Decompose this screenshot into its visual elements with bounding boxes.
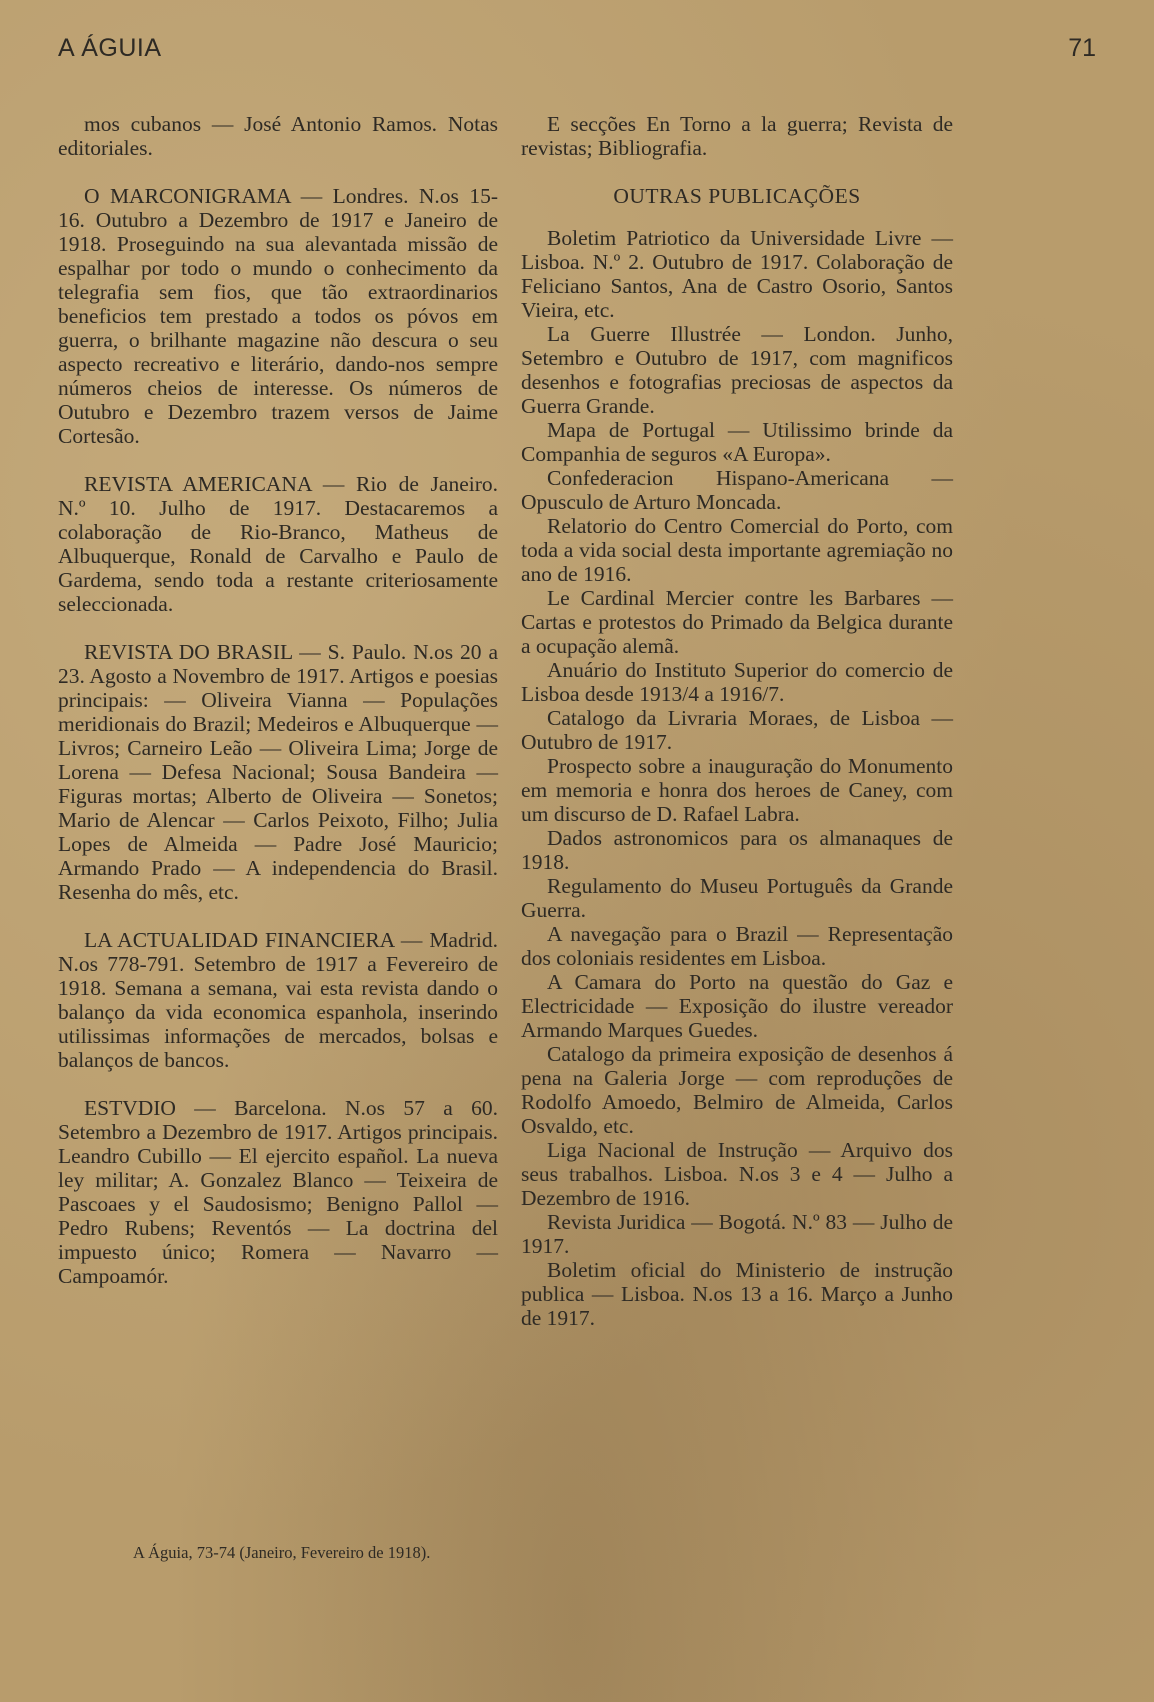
list-item: ESTVDIO — Barcelona. N.os 57 a 60. Setembro a Dezembro de 1917. Artigos principais. Leandro Cubillo — El ejercito español. La nueva ley militar; A. Gonzalez Blanco — Teixeira de Pascoaes y el Saudosismo; Benigno Pallol — Pedro Rubens; Reventós — La doctrina del impuesto único; Romera — Navarro — Campoamór. (58, 1096, 498, 1288)
list-item: mos cubanos — José Antonio Ramos. Notas editoriales. (58, 112, 498, 160)
list-item: Regulamento do Museu Português da Grande Guerra. (521, 874, 953, 922)
journal-title: A ÁGUIA (58, 34, 162, 62)
footer-caption: A Águia, 73-74 (Janeiro, Fevereiro de 1918). (133, 1543, 431, 1562)
list-item: LA ACTUALIDAD FINANCIERA — Madrid. N.os 778-791. Setembro de 1917 a Fevereiro de 1918. Semana a semana, vai esta revista dando o balanço da vida economica espanhola, inserindo utilissimas informações de mercados, bolsas e balanços de bancos. (58, 928, 498, 1072)
list-item: Relatorio do Centro Comercial do Porto, com toda a vida social desta importante agremiação no ano de 1916. (521, 514, 953, 586)
list-item: REVISTA DO BRASIL — S. Paulo. N.os 20 a 23. Agosto a Novembro de 1917. Artigos e poesias principais: — Oliveira Vianna — Populações meridionais do Brazil; Medeiros e Albuquerque — Livros; Carneiro Leão — Oliveira Lima; Jorge de Lorena — Defesa Nacional; Sousa Bandeira — Figuras mortas; Alberto de Oliveira — Sonetos; Mario de Alencar — Carlos Peixoto, Filho; Julia Lopes de Almeida — Padre José Mauricio; Armando Prado — A independencia do Brasil. Resenha do mês, etc. (58, 640, 498, 904)
list-item: A navegação para o Brazil — Representação dos coloniais residentes em Lisboa. (521, 922, 953, 970)
list-item: Prospecto sobre a inauguração do Monumento em memoria e honra dos heroes de Caney, com um discurso de D. Rafael Labra. (521, 754, 953, 826)
list-item: Boletim Patriotico da Universidade Livre — Lisboa. N.º 2. Outubro de 1917. Colaboração de Feliciano Santos, Ana de Castro Osorio, Santos Vieira, etc. (521, 226, 953, 322)
list-item: Le Cardinal Mercier contre les Barbares — Cartas e protestos do Primado da Belgica durante a ocupação alemã. (521, 586, 953, 658)
list-item: Liga Nacional de Instrução — Arquivo dos seus trabalhos. Lisboa. N.os 3 e 4 — Julho a Dezembro de 1916. (521, 1138, 953, 1210)
list-item: A Camara do Porto na questão do Gaz e Electricidade — Exposição do ilustre vereador Armando Marques Guedes. (521, 970, 953, 1042)
right-column (521, 112, 953, 1330)
list-item: Catalogo da Livraria Moraes, de Lisboa — Outubro de 1917. (521, 706, 953, 754)
list-item: Confederacion Hispano-Americana — Opusculo de Arturo Moncada. (521, 466, 953, 514)
list-item: O MARCONIGRAMA — Londres. N.os 15-16. Outubro a Dezembro de 1917 e Janeiro de 1918. Proseguindo na sua alevantada missão de espalhar por todo o mundo o conhecimento da telegrafia sem fios, que tão extraordinarios beneficios tem prestado a todos os póvos em guerra, o brilhante magazine não descura o seu aspecto recreativo e literário, dando-nos sempre números cheios de interesse. Os números de Outubro e Dezembro trazem versos de Jaime Cortesão. (58, 184, 498, 448)
page-number: 71 (1068, 34, 1096, 62)
page-header (58, 34, 1096, 74)
list-item: Revista Juridica — Bogotá. N.º 83 — Julho de 1917. (521, 1210, 953, 1258)
list-item: Catalogo da primeira exposição de desenhos á pena na Galeria Jorge — com reproduções de Rodolfo Amoedo, Belmiro de Almeida, Carlos Osvaldo, etc. (521, 1042, 953, 1138)
list-item: Mapa de Portugal — Utilissimo brinde da Companhia de seguros «A Europa». (521, 418, 953, 466)
list-item: La Guerre Illustrée — London. Junho, Setembro e Outubro de 1917, com magnificos desenhos e fotografias preciosas de aspectos da Guerra Grande. (521, 322, 953, 418)
list-item: E secções En Torno a la guerra; Revista de revistas; Bibliografia. (521, 112, 953, 160)
list-item: Dados astronomicos para os almanaques de 1918. (521, 826, 953, 874)
list-item: Anuário do Instituto Superior do comercio de Lisboa desde 1913/4 a 1916/7. (521, 658, 953, 706)
section-title: OUTRAS PUBLICAÇÕES (613, 184, 861, 208)
list-item: REVISTA AMERICANA — Rio de Janeiro. N.º 10. Julho de 1917. Destacaremos a colaboração de Rio-Branco, Matheus de Albuquerque, Ronald de Carvalho e Paulo de Gardema, sendo toda a restante criteriosamente seleccionada. (58, 472, 498, 616)
left-column (58, 112, 498, 1288)
list-item: Boletim oficial do Ministerio de instrução publica — Lisboa. N.os 13 a 16. Março a Junho de 1917. (521, 1258, 953, 1330)
